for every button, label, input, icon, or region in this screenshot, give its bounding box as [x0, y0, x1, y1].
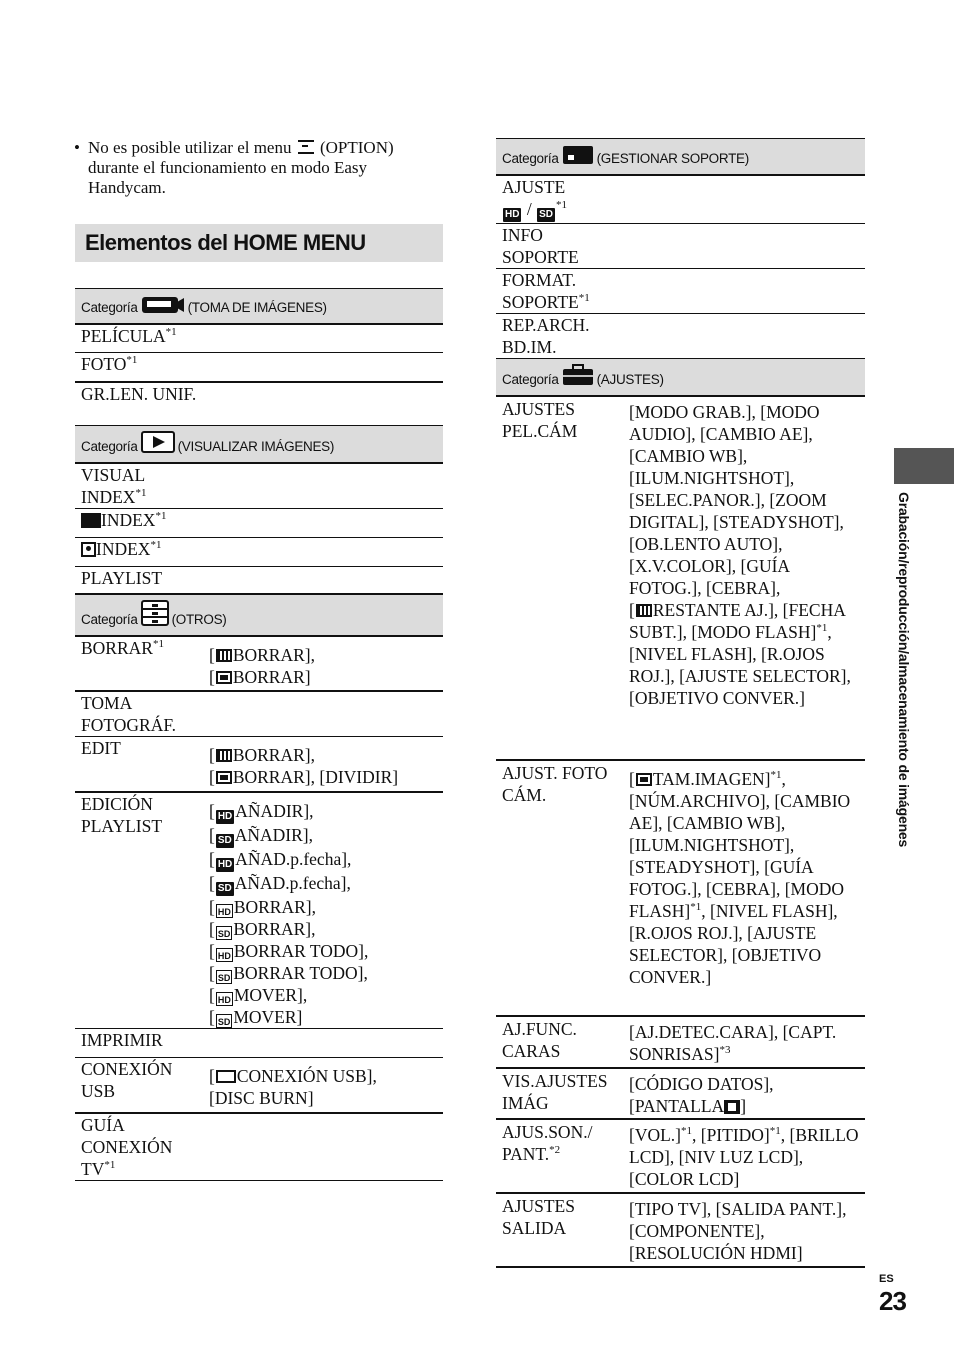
option-text: CONEXIÓN USB], [236, 1065, 377, 1086]
option-text: , [NIVEL FLASH], [R.OJOS ROJ.], [AJUSTE SELECTOR], [OBJETIVO CONVER.] [629, 900, 838, 987]
item-toma-fotograf: TOMA FOTOGRÁF. [75, 691, 203, 737]
category-label: Categoría [502, 150, 559, 166]
usb-icon [216, 1070, 236, 1083]
footnote-mark: *1 [152, 638, 164, 651]
table-row[interactable]: CONEXIÓN USB [ CONEXIÓN USB], [DISC BURN] [75, 1057, 443, 1113]
item-ajustes-salida: AJUSTES SALIDA [496, 1193, 623, 1267]
option-text: [TIPO TV], [SALIDA PANT.], [COMPONENTE], [RESOLUCIÓN HDMI] [629, 1198, 847, 1263]
sd-icon: SD [217, 834, 232, 846]
category-label: Categoría [81, 299, 138, 315]
table-row[interactable] [496, 314, 865, 359]
language-code: ES [879, 1273, 894, 1285]
option-text: MOVER], [233, 984, 308, 1005]
table-row[interactable] [75, 382, 443, 426]
item-visual-index: VISUAL INDEX [81, 464, 145, 507]
photo-icon [216, 671, 232, 684]
table-row[interactable] [75, 1028, 443, 1057]
item-index-grid: INDEX [101, 509, 156, 530]
table-row[interactable] [75, 353, 443, 382]
photo-icon [636, 773, 652, 786]
category-row-otros [75, 594, 443, 636]
footnote-mark: *1 [681, 1124, 692, 1137]
item-playlist: PLAYLIST [75, 566, 203, 594]
table-row[interactable]: EDIT [ BORRAR], [ BORRAR], [DIVIDIR] [75, 737, 443, 792]
footnote-mark: *1 [770, 768, 782, 781]
option-text: AÑADIR], [234, 824, 313, 845]
chapter-title: Grabación/reproducción/almacenamiento de imágenes [896, 492, 912, 848]
item-guia-conexion: GUÍA CONEXIÓN TV [81, 1115, 173, 1179]
table-row[interactable] [496, 1016, 865, 1068]
toolbox-category-icon [141, 600, 169, 633]
category-name: (TOMA DE IMÁGENES) [187, 299, 327, 315]
sd-icon: SD [217, 882, 232, 894]
footnote-mark: *1 [816, 621, 828, 634]
table-row[interactable] [496, 1193, 865, 1267]
item-edit: EDIT [75, 737, 203, 792]
face-icon [81, 542, 96, 557]
table-row[interactable] [75, 324, 443, 353]
footnote-mark: *2 [549, 1143, 561, 1156]
sd-icon: SD [539, 208, 553, 220]
option-text: , [NIVEL FLASH], [R.OJOS ROJ.], [AJUSTE SELECTOR], [OBJETIVO CONVER.] [629, 621, 851, 708]
item-index-face: INDEX [96, 538, 151, 559]
hd-icon: HD [217, 858, 233, 870]
screen-icon [724, 1100, 740, 1114]
table-row[interactable] [496, 1119, 865, 1193]
table-row[interactable] [75, 463, 443, 509]
item-foto: FOTO [81, 354, 127, 374]
category-name: (VISUALIZAR IMÁGENES) [177, 438, 335, 454]
option-text: BORRAR TODO], [233, 962, 368, 983]
footnote-mark: *1 [578, 292, 590, 305]
footnote-mark: *1 [555, 198, 567, 211]
table-row[interactable] [75, 566, 443, 594]
playlist-sd-icon: SD [216, 970, 233, 984]
table-row[interactable] [75, 691, 443, 737]
table-row[interactable] [496, 175, 865, 224]
item-ajust-foto: AJUST. FOTO CÁM. [496, 760, 623, 1016]
item-ajustes-pelcam: AJUSTES PEL.CÁM [496, 396, 623, 760]
option-text: [MODO GRAB.], [MODO AUDIO], [CAMBIO AE], [CAMBIO WB], [ILUM.NIGHTSHOT], [SELEC.PANOR.], [ZOOM DIGITAL], [STEADYSHOT], [OB.LENTO AUTO], [X.V.COLOR], [GUÍA FOTOG.], [CEBRA], [629, 401, 844, 598]
bullet: • [74, 138, 80, 157]
option-text: BORRAR TODO], [233, 940, 369, 961]
option-text: BORRAR], [233, 918, 316, 939]
table-row[interactable] [75, 508, 443, 537]
film-icon [636, 604, 652, 617]
item-format-soporte: FORMAT. SOPORTE [502, 270, 579, 312]
footnote-mark: *1 [165, 325, 177, 338]
option-text: BORRAR], [232, 745, 315, 765]
option-text: AÑADIR], [235, 800, 314, 821]
category-label: Categoría [81, 438, 138, 454]
item-vis-ajustes: VIS.AJUSTES IMÁG [496, 1068, 623, 1119]
film-icon [216, 749, 232, 762]
option-text: AÑAD.p.fecha], [234, 872, 351, 893]
option-icon [298, 140, 314, 154]
footnote-mark: *1 [155, 509, 167, 522]
category-row-toma [75, 289, 443, 324]
hd-icon: HD [505, 208, 520, 220]
hd-icon: HD [217, 810, 233, 822]
item-rep-arch: REP.ARCH. BD.IM. [496, 314, 623, 359]
playlist-hd-icon: HD [216, 904, 233, 918]
note-text-b: (OPTION) durante el funcionamiento en modo Easy Handycam. [88, 138, 394, 197]
footnote-mark: *1 [126, 354, 138, 367]
option-text: , [BRILLO LCD], [NIV LUZ LCD], [COLOR LCD] [629, 1124, 859, 1189]
item-ajfunc-caras: AJ.FUNC. CARAS [496, 1016, 623, 1068]
film-grid-icon [81, 513, 101, 528]
item-grlen: GR.LEN. UNIF. [75, 382, 203, 426]
play-category-icon [141, 431, 175, 460]
footnote-mark: *1 [769, 1124, 781, 1137]
category-row-gestionar [496, 139, 865, 175]
option-text: MOVER] [233, 1006, 303, 1027]
item-edicion-playlist: EDICIÓN PLAYLIST [75, 792, 203, 1029]
briefcase-category-icon [562, 364, 594, 393]
playlist-sd-icon: SD [216, 1014, 233, 1028]
option-text: [CÓDIGO DATOS], [PANTALLA [629, 1073, 774, 1116]
category-name: (AJUSTES) [596, 371, 664, 387]
separator: / [526, 198, 532, 219]
media-category-icon [562, 145, 594, 172]
home-menu-table-left [75, 288, 443, 1181]
footnote-mark: *1 [150, 538, 162, 551]
category-name: (GESTIONAR SOPORTE) [596, 150, 749, 166]
table-row[interactable] [75, 1113, 443, 1181]
section-title: Elementos del HOME MENU [75, 224, 443, 262]
option-text: BORRAR], [DIVIDIR] [232, 767, 399, 787]
table-row[interactable] [496, 269, 865, 314]
footnote-mark: *1 [690, 900, 702, 913]
table-row[interactable]: VIS.AJUSTES IMÁG [CÓDIGO DATOS], [PANTALLA ] [496, 1068, 865, 1119]
category-row-ajustes [496, 359, 865, 396]
item-ajuste: AJUSTE [502, 176, 566, 197]
table-row[interactable]: AJUSTES PEL.CÁM [MODO GRAB.], [MODO AUDIO], [CAMBIO AE], [CAMBIO WB], [ILUM.NIGHTSHOT], [SELEC.PANOR.], [ZOOM DIGITAL], [STEADYSHOT], [OB.LENTO AUTO], [X.V.COLOR], [GUÍA FOTOG.], [CEBRA], [ RESTANTE AJ.], [FECHA SUBT.], [MODO FLASH]$^{*1}$, [NIVEL FLASH], [R.OJOS ROJ.], [AJUSTE SELECTOR], [OBJETIVO CONVER.] [496, 396, 865, 760]
page-number: 23 [879, 1286, 906, 1316]
footnote-mark: *1 [104, 1159, 116, 1172]
option-text: [DISC BURN] [209, 1087, 314, 1108]
footnote-mark: *3 [719, 1043, 731, 1056]
table-row[interactable] [496, 224, 865, 269]
item-pelicula: PELÍCULA [81, 325, 166, 346]
option-text: BORRAR], [232, 645, 315, 665]
option-text: AÑAD.p.fecha], [235, 848, 352, 869]
photo-icon [216, 771, 232, 784]
category-row-visualizar [75, 426, 443, 463]
footnote-mark: *1 [135, 486, 147, 499]
category-label: Categoría [81, 612, 138, 627]
option-text: RESTANTE AJ.], [FECHA SUBT.], [MODO FLASH] [629, 599, 845, 642]
option-menu-note [74, 138, 444, 198]
table-row[interactable]: AJUST. FOTO CÁM. [ TAM.IMAGEN]$^{*1}$, [NÚM.ARCHIVO], [CAMBIO AE], [CAMBIO WB], [ILUM.NIGHTSHOT], [STEADYSHOT], [GUÍA FOTOG.], [CEBRA], [MODO FLASH]$^{*1}$, [NIVEL FLASH], [R.OJOS ROJ.], [AJUSTE SELECTOR], [OBJETIVO CONVER.] [496, 760, 865, 1016]
playlist-hd-icon: HD [216, 948, 233, 962]
option-text: , [PITIDO] [692, 1124, 770, 1145]
category-label: Categoría [502, 371, 559, 387]
category-name: (OTROS) [171, 612, 227, 627]
item-conexion-usb: CONEXIÓN USB [75, 1057, 203, 1113]
film-icon [216, 649, 232, 662]
chapter-side-text [880, 492, 932, 902]
item-imprimir: IMPRIMIR [75, 1028, 203, 1057]
home-menu-table-right [496, 138, 865, 1268]
item-info-soporte: INFO SOPORTE [496, 224, 623, 269]
table-row[interactable]: EDICIÓN PLAYLIST [ HD AÑADIR], [ SD AÑADIR], [ HD AÑAD.p.fecha], [ SD AÑAD.p.fecha], [ HD BORRAR], [ SD BORRAR], [ HD BORRAR TODO], [ SD BORRAR TODO], [ HD MOVER], [ SD MOVER] [75, 792, 443, 1029]
table-row[interactable]: BORRAR$^{*1}$ [ BORRAR], [ BORRAR] [75, 636, 443, 691]
option-text: , [NÚM.ARCHIVO], [CAMBIO AE], [CAMBIO WB], [ILUM.NIGHTSHOT], [STEADYSHOT], [GUÍA FOTOG.], [CEBRA], [MODO FLASH] [629, 768, 851, 921]
item-borrar: BORRAR [81, 638, 153, 658]
playlist-sd-icon: SD [216, 926, 233, 940]
chapter-tab [894, 448, 954, 484]
playlist-hd-icon: HD [216, 992, 233, 1006]
option-text: BORRAR], [233, 896, 316, 917]
option-text: [VOL.] [629, 1124, 681, 1145]
camera-category-icon [141, 296, 185, 321]
option-text: [AJ.DETEC.CARA], [CAPT. SONRISAS] [629, 1021, 837, 1064]
note-text-a: No es posible utilizar el menu [88, 138, 292, 157]
option-text: BORRAR] [232, 667, 311, 687]
table-row[interactable] [75, 537, 443, 566]
item-ajus-son: AJUS.SON./ PANT. [502, 1121, 593, 1164]
option-text: TAM.IMAGEN] [652, 768, 771, 789]
